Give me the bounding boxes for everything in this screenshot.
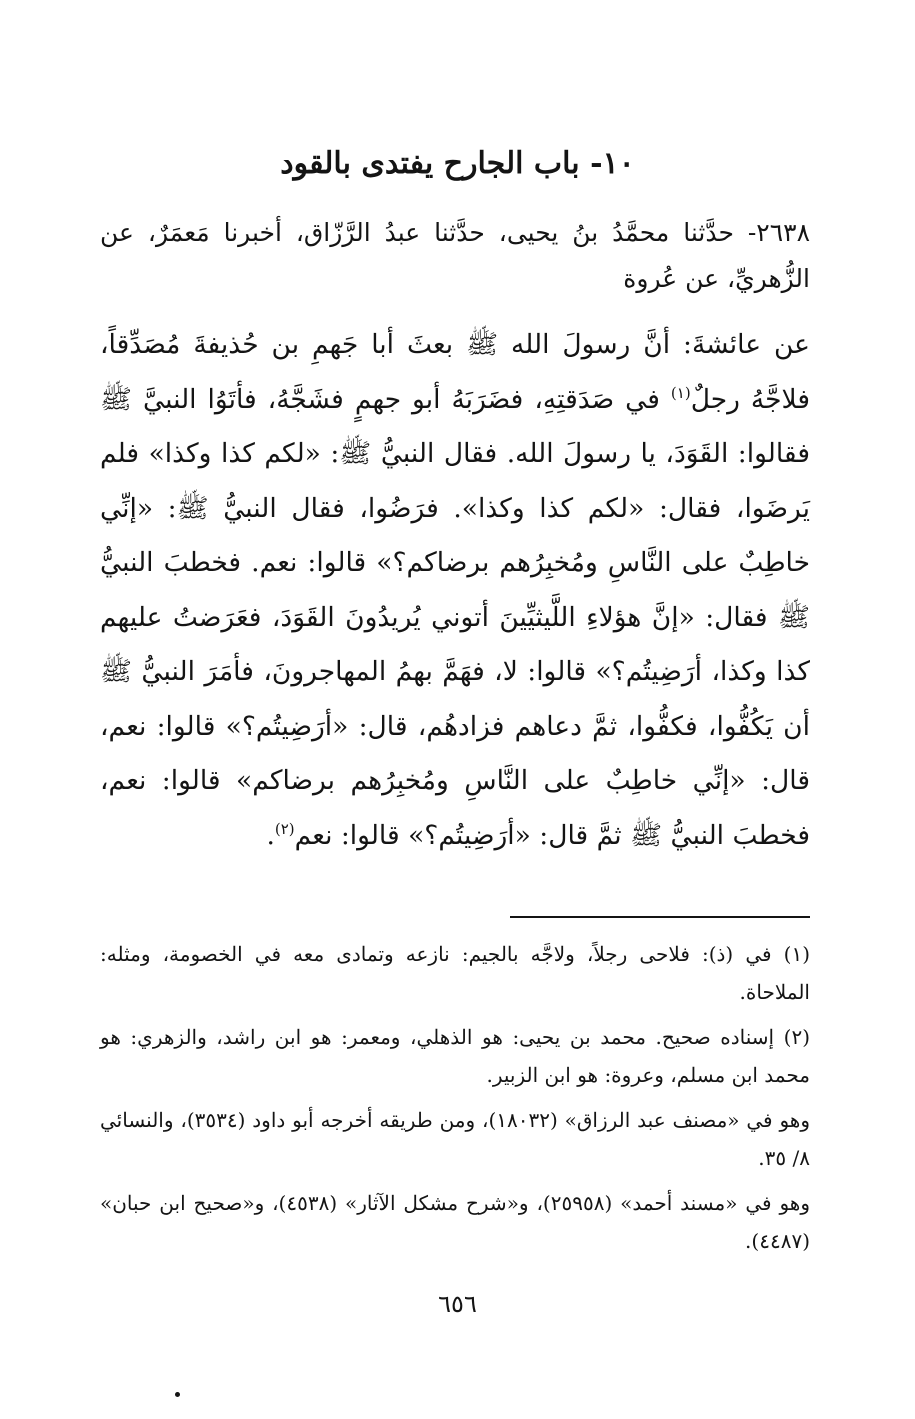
footnote-2-more-sources: وهو في «مسند أحمد» (٢٥٩٥٨)، و«شرح مشكل الآثار» (٤٥٣٨)، و«صحيح ابن حبان» (٤٤٨٧). (100, 1191, 811, 1253)
page-number: ٦٥٦ (438, 1290, 477, 1318)
footnote-separator (510, 916, 810, 918)
footnote-ref-2: (٢) (274, 819, 295, 838)
hadith-matn (100, 318, 810, 863)
footnote-2: (٢) إسناده صحيح. محمد بن يحيى: هو الذهلي، ومعمر: هو ابن راشد، والزهري: هو محمد ابن مسلم، وعروة: هو ابن الزبير. (100, 1025, 810, 1087)
footnote-1: (١) في (ذ): فلاحى رجلاً، ولاجَّه بالجيم: نازعه وتمادى معه في الخصومة، ومثله: الملاحاة. (100, 942, 810, 1004)
hadith-isnad: ٢٦٣٨- حدَّثنا محمَّدُ بنُ يحيى، حدَّثنا عبدُ الرَّزّاق، أخبرنا مَعمَرٌ، عن الزُّهريِّ، عن عُروة (100, 218, 810, 293)
matn-text-part2: في صَدَقتِهِ، فضَرَبَهُ أبو جهمٍ فشَجَّهُ، فأتَوُا النبيَّ ﷺ فقالوا: القَوَدَ، يا رسولَ الله. فقال النبيُّ ﷺ: «لكم كذا وكذا» فلم يَرضَوا، فقال: «لكم كذا وكذا». فرَضُوا، فقال النبيُّ ﷺ: «إنِّي خاطِبٌ على النَّاسِ ومُخبِرُهم برضاكم؟» قالوا: نعم. فخطبَ النبيُّ ﷺ فقال: «إنَّ هؤلاءِ اللَّيثيِّينَ أتوني يُريدُونَ القَوَدَ، فعَرَضتُ عليهم كذا وكذا، أرَضِيتُم؟» قالوا: لا، فهَمَّ بهمُ المهاجرونَ، فأمَرَ النبيُّ ﷺ أن يَكُفُّوا، فكفُّوا، ثمَّ دعاهم فزادهُم، قال: «أرَضِيتُم؟» قالوا: نعم، قال: «إنِّي خاطِبٌ على النَّاسِ ومُخبِرُهم برضاكم» قالوا: نعم، فخطبَ النبيُّ ﷺ ثمَّ قال: «أرَضِيتُم؟» قالوا: نعم (100, 383, 810, 851)
chapter-heading: ١٠- باب الجارح يفتدى بالقود (280, 146, 635, 181)
matn-text-part1: عن عائشةَ: أنَّ رسولَ الله ﷺ بعثَ أبا جَهمِ بن حُذيفةَ مُصَدِّقاً، فلاجَّهُ رجلٌ (100, 329, 810, 415)
scan-speck (175, 1392, 180, 1397)
footnotes-list (100, 935, 810, 1267)
footnote-ref-1: (١) (670, 383, 691, 402)
footnote-2-sources: وهو في «مصنف عبد الرزاق» (١٨٠٣٢)، ومن طريقه أخرجه أبو داود (٣٥٣٤)، والنسائي ٨/ ٣٥. (100, 1108, 810, 1170)
matn-text-end: . (266, 819, 275, 851)
